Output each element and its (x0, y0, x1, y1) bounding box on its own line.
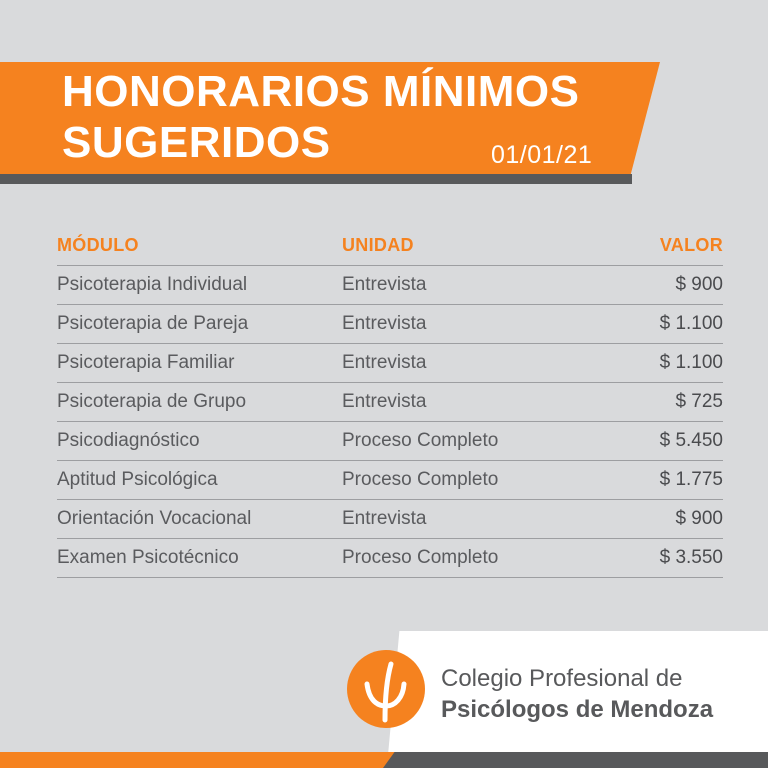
column-header-modulo: MÓDULO (57, 235, 139, 255)
footer-stripe-dark (383, 752, 768, 768)
footer-stripe-orange (0, 752, 400, 768)
table-row (57, 422, 723, 461)
cell-valor: $ 725 (675, 391, 723, 412)
table-row (57, 539, 723, 578)
cell-modulo: Psicoterapia de Grupo (57, 391, 247, 412)
cell-valor: $ 1.100 (659, 352, 723, 373)
cell-valor: $ 900 (675, 274, 723, 295)
cell-modulo: Psicoterapia de Pareja (57, 313, 249, 334)
header-banner-shadow (0, 174, 632, 184)
cell-valor: $ 3.550 (659, 547, 723, 568)
footer-panel (388, 631, 768, 755)
table-header-row (57, 226, 723, 266)
cell-modulo: Psicoterapia Familiar (57, 352, 235, 373)
cell-unidad: Entrevista (342, 391, 427, 412)
column-header-valor: VALOR (659, 235, 723, 255)
page-title-line1: HONORARIOS MÍNIMOS (62, 67, 580, 116)
table-row (57, 461, 723, 500)
cell-unidad: Proceso Completo (342, 469, 499, 490)
table-row (57, 344, 723, 383)
org-name-line1: Colegio Profesional de (441, 665, 683, 692)
cell-modulo: Psicodiagnóstico (57, 430, 200, 451)
date-label: 01/01/21 (491, 141, 593, 169)
cell-valor: $ 1.100 (659, 313, 723, 334)
cell-valor: $ 1.775 (659, 469, 723, 490)
cell-unidad: Entrevista (342, 508, 427, 529)
org-name-line2: Psicólogos de Mendoza (441, 696, 714, 723)
table-row (57, 266, 723, 305)
cell-valor: $ 5.450 (659, 430, 723, 451)
cell-unidad: Entrevista (342, 352, 427, 373)
cell-modulo: Examen Psicotécnico (57, 547, 239, 568)
cell-modulo: Aptitud Psicológica (57, 469, 218, 490)
table-row (57, 305, 723, 344)
table-row (57, 500, 723, 539)
cell-unidad: Proceso Completo (342, 430, 499, 451)
column-header-unidad: UNIDAD (342, 235, 414, 255)
table-row (57, 383, 723, 422)
psi-logo-icon (347, 650, 425, 728)
cell-unidad: Entrevista (342, 313, 427, 334)
cell-valor: $ 900 (675, 508, 723, 529)
page-title-line2: SUGERIDOS (62, 118, 331, 167)
fees-table (57, 226, 723, 578)
cell-unidad: Entrevista (342, 274, 427, 295)
cell-modulo: Orientación Vocacional (57, 508, 252, 529)
cell-modulo: Psicoterapia Individual (57, 274, 248, 295)
cell-unidad: Proceso Completo (342, 547, 499, 568)
